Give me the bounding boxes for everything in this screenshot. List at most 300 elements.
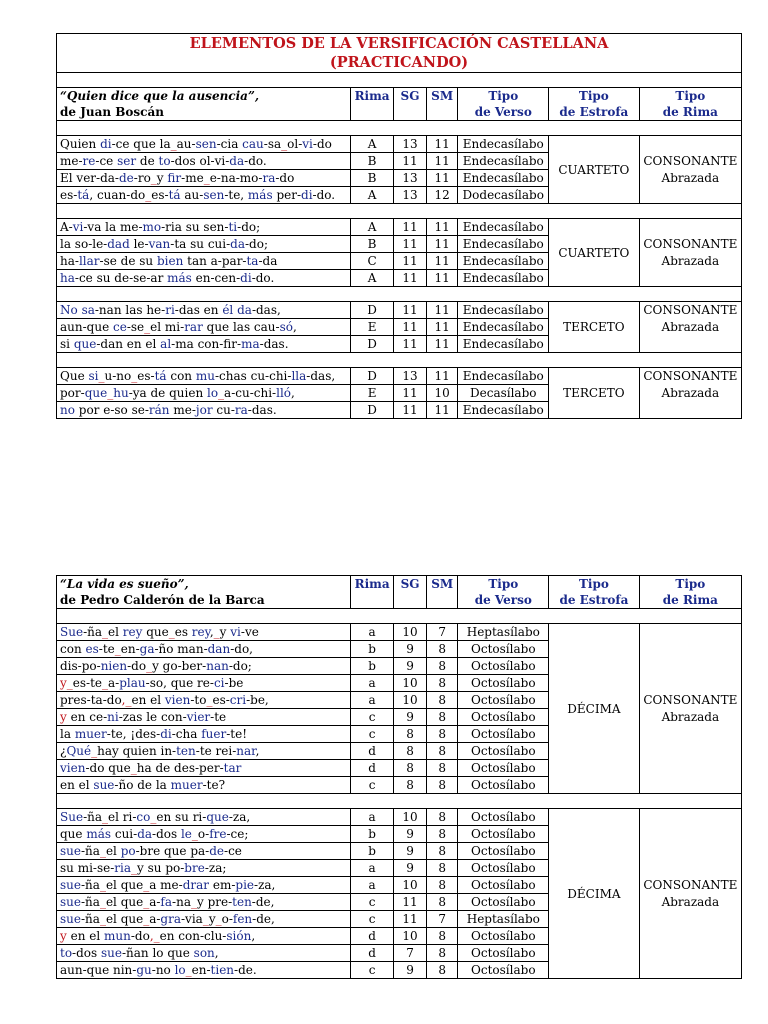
syllable: Que [60, 369, 89, 383]
spacer-row [57, 609, 742, 624]
syllable: -de. [234, 963, 257, 977]
syllable: es- [60, 188, 78, 202]
syllable: -ma con-fir- [171, 337, 242, 351]
col-rima-header: Rima [350, 88, 393, 121]
syllable: o- [197, 827, 210, 841]
rima-cell: b [351, 641, 394, 658]
syllable: _ [281, 137, 288, 151]
syllable: di [301, 188, 313, 202]
syllable: y [219, 625, 227, 639]
spacer-cell [57, 204, 742, 219]
verse-text [57, 187, 351, 204]
document-title-line2: (PRACTICANDO) [329, 54, 469, 71]
syllable: de [209, 844, 225, 858]
syllable: _ [91, 744, 98, 758]
tipo-rima-cell [639, 809, 741, 979]
rima-cell: A [350, 187, 393, 204]
syllable: fuer [201, 727, 227, 741]
syllable: _ [66, 676, 73, 690]
syllable: es-te [72, 676, 103, 690]
syllable: _ [99, 895, 106, 909]
syllable: ra [234, 403, 248, 417]
syllable: y [60, 676, 67, 690]
verse-row [57, 302, 742, 319]
col-sg-header: SG [394, 576, 427, 609]
verso-cell: Endecasílabo [458, 402, 549, 419]
syllable: que [84, 386, 108, 400]
col-sm-header: SM [426, 576, 458, 609]
header-tipo: Tipo [488, 577, 519, 591]
header-de-estrofa: de Estrofa [559, 593, 629, 607]
syllable: _ [150, 810, 157, 824]
syllable: -ce; [226, 827, 249, 841]
verse-row [57, 624, 742, 641]
syllable: -da [258, 254, 278, 268]
syllable: en con-clu- [159, 929, 227, 943]
syllable: -te! [226, 727, 248, 741]
sg-cell: 10 [394, 877, 427, 894]
rima-cell: c [351, 894, 394, 911]
syllable: hay [97, 744, 119, 758]
syllable: _ [143, 878, 150, 892]
verse-text [57, 336, 351, 353]
sg-cell: 11 [394, 894, 427, 911]
syllable: e [209, 171, 217, 185]
syllable: No [60, 303, 78, 317]
sg-cell: 13 [394, 136, 427, 153]
syllable: -das. [259, 337, 289, 351]
header-de-rima: de Rima [662, 105, 718, 119]
tipo-rima-line: Abrazada [661, 709, 720, 724]
sg-cell: 11 [394, 302, 427, 319]
syllable: -se de su [99, 254, 157, 268]
sm-cell: 10 [426, 385, 458, 402]
rima-cell: E [350, 385, 393, 402]
sm-cell: 11 [426, 219, 458, 236]
syllable: vier [186, 710, 211, 724]
verse-text [57, 726, 351, 743]
spacer-row [57, 121, 742, 136]
sg-cell: 11 [394, 253, 427, 270]
rima-cell: B [350, 153, 393, 170]
rima-cell: c [351, 777, 394, 794]
verse-text [57, 945, 351, 962]
rima-cell: c [351, 726, 394, 743]
header-de-estrofa: de Estrofa [559, 105, 629, 119]
syllable: -ria su sen- [161, 220, 229, 234]
syllable: _ [102, 625, 108, 639]
syllable: en el [66, 929, 104, 943]
sg-cell: 8 [394, 777, 427, 794]
syllable: su po- [143, 861, 185, 875]
verse-row [57, 136, 742, 153]
syllable: Qué [66, 744, 92, 758]
syllable: da [230, 237, 245, 251]
syllable: _ [202, 912, 209, 926]
syllable: su mi-se- [60, 861, 115, 875]
syllable: fir [167, 171, 182, 185]
syllable: dis-po- [60, 659, 101, 673]
syllable: ol [287, 137, 299, 151]
syllable: fa [160, 895, 173, 909]
rima-cell: a [351, 877, 394, 894]
spacer-row [57, 204, 742, 219]
verso-cell: Endecasílabo [458, 236, 549, 253]
syllable: -de, [252, 912, 275, 926]
syllable: _ [102, 810, 108, 824]
syllable: -ña [83, 625, 102, 639]
syllable: lo [174, 963, 186, 977]
syllable: -za; [204, 861, 227, 875]
syllable: _ [125, 693, 132, 707]
syllable: -ya de quien [128, 386, 207, 400]
syllable: au- [180, 188, 204, 202]
syllable: tá [154, 369, 167, 383]
tipo-rima-line: Abrazada [661, 170, 720, 185]
verse-text [57, 894, 351, 911]
syllable: , [292, 320, 297, 334]
syllable: ci [213, 676, 225, 690]
verse-text [57, 743, 351, 760]
syllable: bre [184, 861, 205, 875]
syllable: -no [112, 369, 132, 383]
syllable: que [60, 827, 87, 841]
syllable: quien in- [118, 744, 177, 758]
syllable: -to [190, 693, 207, 707]
syllable: -do; [245, 237, 269, 251]
sg-cell: 8 [394, 743, 427, 760]
verse-text [57, 962, 351, 979]
syllable: rey [122, 625, 143, 639]
sm-cell: 8 [426, 760, 458, 777]
spacer-cell [57, 794, 742, 809]
syllable: -be, [246, 693, 269, 707]
tipo-rima-line: Abrazada [661, 320, 720, 334]
syllable: vi [72, 220, 84, 234]
syllable: sen [195, 137, 217, 151]
syllable: _ [131, 861, 138, 875]
header-de-verso: de Verso [474, 105, 532, 119]
verso-cell: Octosílabo [458, 692, 549, 709]
syllable: _ [215, 912, 222, 926]
syllable: y [196, 895, 204, 909]
sm-cell: 8 [426, 692, 458, 709]
verso-cell: Endecasílabo [458, 153, 549, 170]
syllable: _ [99, 844, 106, 858]
sm-cell: 11 [426, 270, 458, 287]
poem-author: de Juan Boscán [60, 105, 164, 119]
syllable: el que [105, 878, 144, 892]
syllable: -chas cu-chi- [214, 369, 292, 383]
rima-cell: d [351, 760, 394, 777]
sg-cell: 7 [394, 945, 427, 962]
syllable: -no [151, 963, 175, 977]
sg-cell: 11 [394, 319, 427, 336]
syllable: -na-mo- [216, 171, 263, 185]
syllable: _ [131, 369, 138, 383]
syllable: y [156, 171, 168, 185]
sm-cell: 8 [426, 945, 458, 962]
rima-cell: c [351, 962, 394, 979]
rima-cell: b [351, 658, 394, 675]
sg-cell: 10 [394, 692, 427, 709]
sm-cell: 8 [426, 675, 458, 692]
sm-cell: 8 [426, 860, 458, 877]
syllable: el [105, 844, 121, 858]
syllable: -cia [216, 137, 243, 151]
syllable: _ [102, 676, 109, 690]
syllable: -zas le con- [118, 710, 187, 724]
sg-cell: 13 [394, 187, 427, 204]
verso-cell: Octosílabo [458, 945, 549, 962]
syllable: -de, [251, 895, 275, 909]
tipo-rima-line: CONSONANTE [643, 153, 738, 168]
sg-cell: 9 [394, 860, 427, 877]
verso-cell: Octosílabo [458, 860, 549, 877]
syllable: dad [107, 237, 130, 251]
syllable: más [86, 827, 112, 841]
sm-cell: 11 [426, 319, 458, 336]
syllable: -cha [171, 727, 202, 741]
syllable: mu [195, 369, 215, 383]
syllable: es [174, 625, 192, 639]
syllable: -va la me- [83, 220, 143, 234]
verso-cell: Heptasílabo [458, 624, 549, 641]
syllable: -nan las he- [94, 303, 166, 317]
sg-cell: 11 [394, 236, 427, 253]
syllable: _ [191, 827, 198, 841]
syllable: fre [209, 827, 227, 841]
syllable: _ [99, 878, 106, 892]
syllable: ni [107, 710, 119, 724]
syllable: bien [156, 254, 184, 268]
syllable: -te, [224, 188, 248, 202]
syllable: a- [149, 912, 161, 926]
syllable: más [247, 188, 273, 202]
syllable: _ [203, 171, 210, 185]
syllable: _ [143, 912, 150, 926]
verse-text [57, 692, 351, 709]
syllable: tá [168, 188, 181, 202]
syllable: ra [262, 171, 276, 185]
syllable: _ [153, 929, 160, 943]
syllable: sión [226, 929, 252, 943]
rima-cell: E [350, 319, 393, 336]
syllable: u [104, 369, 113, 383]
syllable: de [118, 171, 134, 185]
syllable: -ñan lo que [121, 946, 194, 960]
syllable: -do; [237, 220, 261, 234]
sg-cell: 10 [394, 675, 427, 692]
estrofa-cell: DÉCIMA [549, 809, 640, 979]
syllable: en el [60, 778, 94, 792]
verse-text [57, 402, 351, 419]
sm-cell: 8 [426, 641, 458, 658]
sg-cell: 10 [394, 624, 427, 641]
sg-cell: 13 [394, 170, 427, 187]
verse-text [57, 843, 351, 860]
versification-table-calderon [56, 575, 742, 979]
syllable: el mi- [150, 320, 185, 334]
syllable: rar [184, 320, 203, 334]
rima-cell: a [351, 692, 394, 709]
syllable: cui- [111, 827, 138, 841]
syllable: _ [185, 963, 192, 977]
verse-text [57, 368, 351, 385]
sm-cell: 8 [426, 928, 458, 945]
tipo-rima-line: Abrazada [661, 894, 720, 909]
syllable: _ [98, 369, 105, 383]
verse-text [57, 826, 351, 843]
syllable: -ve [240, 625, 259, 639]
syllable: -te, ¡des- [106, 727, 161, 741]
syllable: en ce- [66, 710, 108, 724]
verso-cell: Octosílabo [458, 675, 549, 692]
verso-cell: Dodecasílabo [458, 187, 549, 204]
poem-title: “La vida es sueño”, [60, 577, 189, 591]
syllable: -do, [230, 642, 253, 656]
sg-cell: 9 [394, 658, 427, 675]
sm-cell: 8 [426, 894, 458, 911]
syllable: -do [127, 659, 147, 673]
verse-text [57, 219, 351, 236]
verso-cell: Endecasílabo [458, 270, 549, 287]
syllable: por- [60, 386, 85, 400]
syllable: a me- [149, 878, 183, 892]
verse-text [57, 709, 351, 726]
syllable: la [159, 137, 171, 151]
syllable: -ño man- [154, 642, 208, 656]
syllable: -za, [228, 810, 251, 824]
tipo-rima-line: Abrazada [661, 253, 720, 268]
rima-cell: D [350, 402, 393, 419]
syllable: en-cen- [191, 271, 241, 285]
verso-cell: Octosílabo [458, 658, 549, 675]
syllable: -se [126, 320, 145, 334]
syllable: -do [130, 929, 150, 943]
syllable: mo [142, 220, 162, 234]
syllable: -ro [133, 171, 151, 185]
syllable: to [158, 154, 171, 168]
syllable: lla [291, 369, 307, 383]
syllable: -das. [247, 403, 277, 417]
syllable: _ [130, 761, 137, 775]
syllable: , [121, 693, 126, 707]
verso-cell: Heptasílabo [458, 911, 549, 928]
document-title [57, 34, 742, 73]
syllable: , [149, 929, 154, 943]
sm-cell: 8 [426, 809, 458, 826]
poem-title-cell [57, 576, 351, 609]
syllable: rán [148, 403, 170, 417]
sm-cell: 7 [426, 911, 458, 928]
syllable: al [160, 337, 172, 351]
sg-cell: 13 [394, 368, 427, 385]
syllable: pre- [203, 895, 233, 909]
sm-cell: 8 [426, 877, 458, 894]
syllable: -be [224, 676, 244, 690]
tipo-rima-line: CONSONANTE [643, 236, 738, 251]
syllable: _ [213, 625, 220, 639]
rima-cell: B [350, 170, 393, 187]
syllable: ser [117, 154, 137, 168]
rima-cell: b [351, 843, 394, 860]
rima-cell: a [351, 860, 394, 877]
syllable: cu- [212, 403, 235, 417]
tipo-rima-line: Abrazada [661, 386, 720, 400]
verse-text [57, 236, 351, 253]
tipo-rima-cell [639, 624, 741, 794]
verso-cell: Endecasílabo [458, 136, 549, 153]
estrofa-cell: CUARTETO [549, 136, 640, 204]
syllable: lló [276, 386, 292, 400]
syllable: el que [105, 895, 144, 909]
syllable: -do que [85, 761, 131, 775]
tipo-rima-cell [639, 302, 741, 353]
verse-text [57, 809, 351, 826]
document-title-line1: ELEMENTOS DE LA VERSIFICACIÓN CASTELLANA [189, 35, 609, 52]
estrofa-cell: DÉCIMA [549, 624, 640, 794]
syllable: -te [98, 642, 115, 656]
rima-cell: a [351, 675, 394, 692]
syllable: van [148, 237, 171, 251]
tipo-rima-cell [639, 368, 741, 419]
header-tipo: Tipo [488, 89, 519, 103]
syllable: si [88, 369, 99, 383]
syllable: -via [181, 912, 203, 926]
syllable: -ce [95, 154, 118, 168]
estrofa-cell: TERCETO [549, 368, 640, 419]
syllable: _ [150, 171, 157, 185]
rima-cell: d [351, 743, 394, 760]
sg-cell: 11 [394, 153, 427, 170]
syllable: rey [191, 625, 210, 639]
syllable: tien [210, 963, 235, 977]
sm-cell: 11 [426, 236, 458, 253]
syllable: _ [146, 659, 153, 673]
verse-text [57, 170, 351, 187]
rima-cell: D [350, 336, 393, 353]
verso-cell: Octosílabo [458, 726, 549, 743]
syllable: el ri- [108, 810, 137, 824]
sm-cell: 11 [426, 302, 458, 319]
syllable: ta [246, 254, 259, 268]
sg-cell: 10 [394, 809, 427, 826]
syllable: -dos [152, 827, 181, 841]
verse-text [57, 911, 351, 928]
syllable: si [60, 337, 74, 351]
syllable: -ce su de-se-ar [74, 271, 168, 285]
syllable: ma [241, 337, 260, 351]
syllable: la [60, 727, 75, 741]
rima-cell: c [351, 709, 394, 726]
sg-cell: 9 [394, 962, 427, 979]
rima-cell: c [351, 911, 394, 928]
syllable: só [279, 320, 293, 334]
syllable: es [85, 642, 99, 656]
tipo-rima-line: CONSONANTE [643, 692, 738, 707]
syllable: _ [168, 625, 175, 639]
syllable: y [208, 912, 216, 926]
syllable: -ta su cui- [170, 237, 231, 251]
sg-cell: 10 [394, 928, 427, 945]
syllable: sen [203, 188, 225, 202]
header-de-verso: de Verso [474, 593, 532, 607]
syllable: di [240, 271, 252, 285]
syllable: co [136, 810, 151, 824]
verso-cell: Octosílabo [458, 928, 549, 945]
syllable: _ [145, 188, 152, 202]
